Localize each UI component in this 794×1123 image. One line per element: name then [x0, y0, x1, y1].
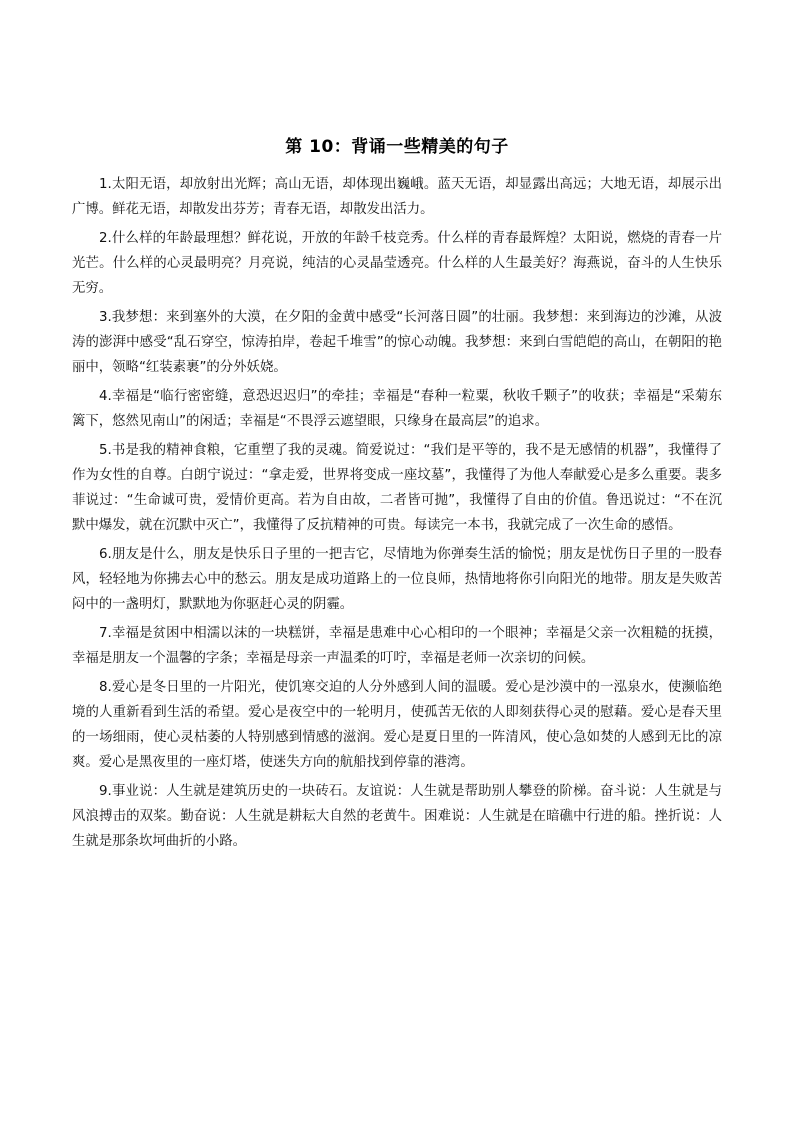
paragraph-9: 9.事业说：人生就是建筑历史的一块砖石。友谊说：人生就是帮助别人攀登的阶梯。奋斗说：人生就是与风浪搏击的双桨。勤奋说：人生就是耕耘大自然的老黄牛。困难说：人生就是在暗礁中行进的船。挫折说：人生就是那条坎坷曲折的小路。 [72, 784, 722, 849]
paragraph-5: 5.书是我的精神食粮，它重塑了我的灵魂。简爱说过：“我们是平等的，我不是无感情的机器”，我懂得了作为女性的自尊。白朗宁说过：“拿走爱，世界将变成一座坟墓”，我懂得了为他人奉献爱心是多么重要。裴多菲说过：“生命诚可贵，爱情价更高。若为自由故，二者皆可抛”，我懂得了自由的价值。鲁迅说过：“不在沉默中爆发，就在沉默中灭亡”，我懂得了反抗精神的可贵。每读完一本书，我就完成了一次生命的感悟。 [72, 443, 722, 533]
page-title: 第 10：背诵一些精美的句子 [285, 137, 509, 157]
paragraph-7: 7.幸福是贫困中相濡以沫的一块糕饼，幸福是患难中心心相印的一个眼神；幸福是父亲一次粗糙的抚摸，幸福是朋友一个温馨的字条；幸福是母亲一声温柔的叮咛，幸福是老师一次亲切的问候。 [72, 626, 722, 666]
paragraph-1: 1.太阳无语，却放射出光辉；高山无语，却体现出巍峨。蓝天无语，却显露出高远；大地无语，却展示出广博。鲜花无语，却散发出芬芳；青春无语，却散发出活力。 [72, 177, 722, 217]
document-body [72, 172, 722, 858]
paragraph-4: 4.幸福是“临行密密缝，意恐迟迟归”的牵挂；幸福是“春种一粒粟，秋收千颗子”的收获；幸福是“采菊东篱下，悠然见南山”的闲适；幸福是“不畏浮云遮望眼，只缘身在最高层”的追求。 [72, 389, 722, 429]
paragraph-8: 8.爱心是冬日里的一片阳光，使饥寒交迫的人分外感到人间的温暖。爱心是沙漠中的一泓泉水，使濒临绝境的人重新看到生活的希望。爱心是夜空中的一轮明月，使孤苦无依的人即刻获得心灵的慰藉。爱心是春天里的一场细雨，使心灵枯萎的人特别感到情感的滋润。爱心是夏日里的一阵清风，使心急如焚的人感到无比的凉爽。爱心是黑夜里的一座灯塔，使迷失方向的航船找到停靠的港湾。 [72, 680, 722, 770]
paragraph-6: 6.朋友是什么，朋友是快乐日子里的一把吉它，尽情地为你弹奏生活的愉悦；朋友是忧伤日子里的一股春风，轻轻地为你拂去心中的愁云。朋友是成功道路上的一位良师，热情地将你引向阳光的地带。朋友是失败苦闷中的一盏明灯，默默地为你驱赶心灵的阴霾。 [72, 547, 722, 612]
paragraph-3: 3.我梦想：来到塞外的大漠，在夕阳的金黄中感受“长河落日圆”的壮丽。我梦想：来到海边的沙滩，从波涛的澎湃中感受“乱石穿空，惊涛拍岸，卷起千堆雪”的惊心动魄。我梦想：来到白雪皑皑的高山，在朝阳的艳丽中，领略“红装素裹”的分外妖娆。 [72, 310, 722, 375]
paragraph-2: 2.什么样的年龄最理想？鲜花说，开放的年龄千枝竞秀。什么样的青春最辉煌？太阳说，燃烧的青春一片光芒。什么样的心灵最明亮？月亮说，纯洁的心灵晶莹透亮。什么样的人生最美好？海燕说，奋斗的人生快乐无穷。 [72, 231, 722, 296]
